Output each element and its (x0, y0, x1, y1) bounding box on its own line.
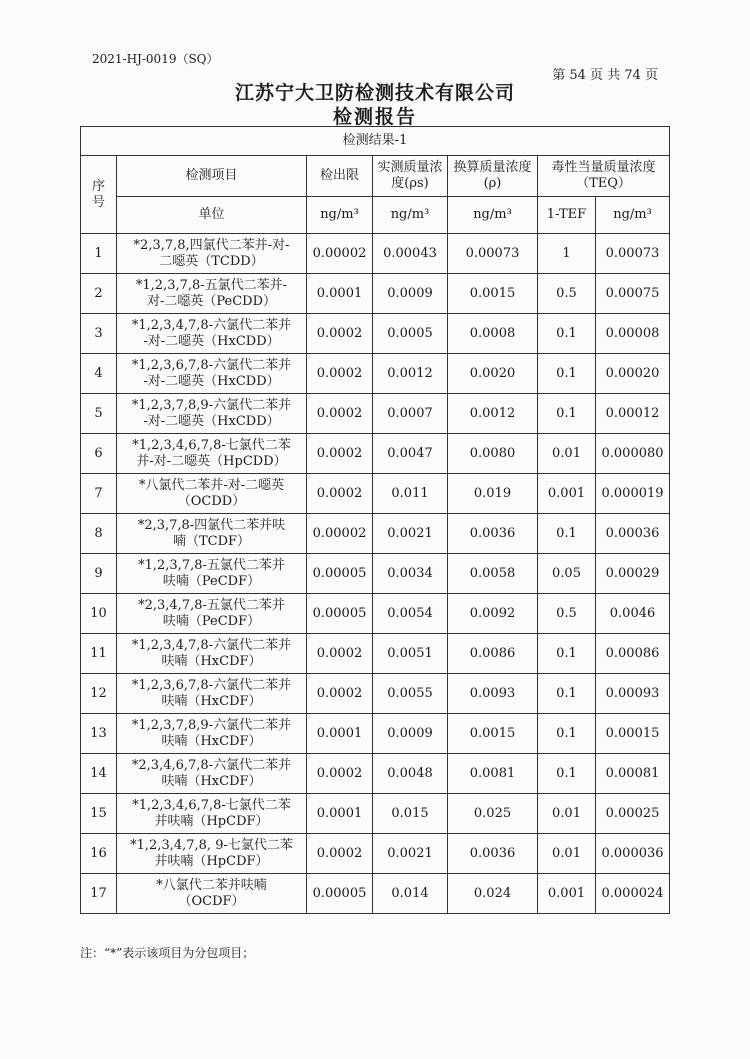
header-detection-limit: 检出限 (307, 156, 373, 197)
row-number: 3 (81, 314, 117, 354)
row-converted: 0.0036 (448, 834, 538, 874)
item-name-line: *八氯代二苯并-对-二噁英 (138, 477, 285, 493)
item-name-line: *2,3,7,8-四氯代二苯并呋 (137, 517, 286, 533)
table-row (81, 554, 670, 594)
row-detection-limit: 0.0002 (307, 674, 373, 714)
row-tef: 0.05 (538, 554, 596, 594)
row-teq: 0.00025 (596, 794, 670, 834)
row-teq: 0.000036 (596, 834, 670, 874)
item-name-line: 呋喃（HxCDF） (161, 653, 262, 669)
table-row (81, 234, 670, 274)
row-measured: 0.0007 (373, 394, 448, 434)
row-number: 17 (81, 874, 117, 914)
row-number: 15 (81, 794, 117, 834)
row-item (117, 354, 307, 394)
header-converted: 换算质量浓度(ρ) (448, 156, 538, 197)
row-detection-limit: 0.0001 (307, 794, 373, 834)
table-row (81, 794, 670, 834)
row-tef: 0.5 (538, 594, 596, 634)
row-teq: 0.000024 (596, 874, 670, 914)
row-tef: 0.1 (538, 394, 596, 434)
row-detection-limit: 0.00005 (307, 554, 373, 594)
row-teq: 0.00086 (596, 634, 670, 674)
company-name: 江苏宁大卫防检测技术有限公司 (234, 82, 515, 104)
row-tef: 0.001 (538, 474, 596, 514)
header-seq: 序号 (81, 156, 117, 234)
row-item (117, 474, 307, 514)
table-row (81, 754, 670, 794)
table-row (81, 634, 670, 674)
row-number: 10 (81, 594, 117, 634)
row-tef: 0.01 (538, 434, 596, 474)
row-tef: 0.1 (538, 314, 596, 354)
row-item (117, 434, 307, 474)
row-teq: 0.00075 (596, 274, 670, 314)
row-teq: 0.0046 (596, 594, 670, 634)
item-name-line: *1,2,3,4,7,8-六氯代二苯并 (131, 637, 292, 653)
item-name-line: -对-二噁英（HxCDD） (143, 373, 280, 389)
row-item (117, 274, 307, 314)
unit-converted: ng/m³ (448, 197, 538, 234)
item-name-line: （OCDD） (177, 493, 246, 509)
row-detection-limit: 0.0001 (307, 274, 373, 314)
item-name-line: 并呋喃（HpCDF） (154, 853, 269, 869)
row-detection-limit: 0.0002 (307, 474, 373, 514)
row-teq: 0.00012 (596, 394, 670, 434)
table-row (81, 874, 670, 914)
footnote: 注：“*”表示该项目为分包项目； (80, 946, 255, 960)
row-item (117, 594, 307, 634)
row-detection-limit: 0.0002 (307, 394, 373, 434)
row-measured: 0.014 (373, 874, 448, 914)
item-name-line: *1,2,3,6,7,8-六氯代二苯并 (131, 677, 292, 693)
row-item (117, 714, 307, 754)
row-detection-limit: 0.0002 (307, 634, 373, 674)
item-name-line: *1,2,3,4,6,7,8-七氯代二苯 (132, 797, 291, 813)
row-measured: 0.00043 (373, 234, 448, 274)
row-converted: 0.0015 (448, 714, 538, 754)
row-number: 14 (81, 754, 117, 794)
row-converted: 0.0012 (448, 394, 538, 434)
row-number: 5 (81, 394, 117, 434)
table-row (81, 354, 670, 394)
header-measured: 实测质量浓度(ρs) (373, 156, 448, 197)
table-row (81, 514, 670, 554)
header-teq: 毒性当量质量浓度（TEQ） (538, 156, 670, 197)
row-teq: 0.00008 (596, 314, 670, 354)
row-item (117, 514, 307, 554)
table-caption: 检测结果-1 (81, 127, 670, 156)
row-converted: 0.0058 (448, 554, 538, 594)
item-name-line: 呋喃（PeCDF） (162, 613, 261, 629)
table-row (81, 394, 670, 434)
row-teq: 0.00015 (596, 714, 670, 754)
table-row (81, 434, 670, 474)
row-measured: 0.015 (373, 794, 448, 834)
row-converted: 0.0092 (448, 594, 538, 634)
row-tef: 1 (538, 234, 596, 274)
table-row (81, 594, 670, 634)
row-teq: 0.00081 (596, 754, 670, 794)
row-item (117, 634, 307, 674)
row-tef: 0.1 (538, 674, 596, 714)
item-name-line: 二噁英（TCDD） (159, 253, 264, 269)
row-number: 4 (81, 354, 117, 394)
row-detection-limit: 0.0001 (307, 714, 373, 754)
row-teq: 0.00093 (596, 674, 670, 714)
item-name-line: （OCDF） (178, 893, 245, 909)
row-measured: 0.0021 (373, 514, 448, 554)
item-name-line: 对-二噁英（PeCDD） (146, 293, 277, 309)
item-name-line: *1,2,3,4,7,8, 9-七氯代二苯 (130, 837, 293, 853)
document-code: 2021-HJ-0019（SQ） (92, 52, 219, 66)
row-detection-limit: 0.0002 (307, 834, 373, 874)
item-name-line: 并呋喃（HpCDF） (154, 813, 269, 829)
row-number: 12 (81, 674, 117, 714)
header-item: 检测项目 (117, 156, 307, 197)
row-teq: 0.00073 (596, 234, 670, 274)
item-name-line: 呋喃（HxCDF） (161, 733, 262, 749)
table-row (81, 314, 670, 354)
results-table (80, 126, 670, 914)
row-measured: 0.0009 (373, 274, 448, 314)
row-detection-limit: 0.0002 (307, 434, 373, 474)
row-converted: 0.00073 (448, 234, 538, 274)
row-measured: 0.0009 (373, 714, 448, 754)
row-item (117, 754, 307, 794)
row-measured: 0.0048 (373, 754, 448, 794)
row-converted: 0.0036 (448, 514, 538, 554)
row-tef: 0.1 (538, 514, 596, 554)
row-number: 13 (81, 714, 117, 754)
item-name-line: *八氯代二苯并呋喃 (156, 877, 267, 893)
report-title: 检测报告 (332, 106, 417, 128)
unit-tef: 1-TEF (538, 197, 596, 234)
row-number: 9 (81, 554, 117, 594)
row-measured: 0.0034 (373, 554, 448, 594)
item-name-line: *2,3,4,7,8-五氯代二苯并 (138, 597, 285, 613)
row-measured: 0.0051 (373, 634, 448, 674)
table-row (81, 274, 670, 314)
row-converted: 0.024 (448, 874, 538, 914)
item-name-line: 喃（TCDF） (172, 533, 251, 549)
row-tef: 0.1 (538, 354, 596, 394)
row-number: 2 (81, 274, 117, 314)
row-item (117, 554, 307, 594)
item-name-line: *1,2,3,7,8-五氯代二苯并- (135, 277, 288, 293)
row-number: 11 (81, 634, 117, 674)
row-converted: 0.0008 (448, 314, 538, 354)
row-detection-limit: 0.0002 (307, 354, 373, 394)
row-number: 16 (81, 834, 117, 874)
item-name-line: *1,2,3,4,7,8-六氯代二苯并 (131, 317, 292, 333)
row-teq: 0.00020 (596, 354, 670, 394)
table-row (81, 474, 670, 514)
item-name-line: *1,2,3,7,8-五氯代二苯并 (138, 557, 285, 573)
row-tef: 0.1 (538, 634, 596, 674)
row-tef: 0.001 (538, 874, 596, 914)
header-unit-label: 单位 (117, 197, 307, 234)
item-name-line: 呋喃（HxCDF） (161, 693, 262, 709)
item-name-line: 呋喃（HxCDF） (161, 773, 262, 789)
row-converted: 0.0020 (448, 354, 538, 394)
row-number: 6 (81, 434, 117, 474)
table-row (81, 674, 670, 714)
item-name-line: *1,2,3,6,7,8-六氯代二苯并 (131, 357, 292, 373)
unit-teq: ng/m³ (596, 197, 670, 234)
row-converted: 0.025 (448, 794, 538, 834)
row-teq: 0.00036 (596, 514, 670, 554)
row-converted: 0.0081 (448, 754, 538, 794)
page-number: 第 54 页 共 74 页 (552, 68, 658, 83)
row-tef: 0.1 (538, 754, 596, 794)
item-name-line: *2,3,7,8,四氯代二苯并-对- (133, 237, 290, 253)
row-item (117, 234, 307, 274)
item-name-line: -对-二噁英（HxCDD） (143, 413, 280, 429)
row-item (117, 394, 307, 434)
row-measured: 0.0012 (373, 354, 448, 394)
unit-measured: ng/m³ (373, 197, 448, 234)
row-teq: 0.000019 (596, 474, 670, 514)
row-item (117, 674, 307, 714)
row-number: 7 (81, 474, 117, 514)
row-measured: 0.0021 (373, 834, 448, 874)
item-name-line: *1,2,3,4,6,7,8-七氯代二苯 (132, 437, 291, 453)
row-detection-limit: 0.00005 (307, 594, 373, 634)
item-name-line: -对-二噁英（HxCDD） (143, 333, 280, 349)
row-tef: 0.1 (538, 714, 596, 754)
row-converted: 0.0080 (448, 434, 538, 474)
row-tef: 0.01 (538, 794, 596, 834)
row-converted: 0.0086 (448, 634, 538, 674)
row-measured: 0.0055 (373, 674, 448, 714)
table-row (81, 834, 670, 874)
row-teq: 0.00029 (596, 554, 670, 594)
row-measured: 0.011 (373, 474, 448, 514)
row-item (117, 794, 307, 834)
row-item (117, 834, 307, 874)
row-item (117, 874, 307, 914)
table-row (81, 714, 670, 754)
row-number: 1 (81, 234, 117, 274)
item-name-line: 并-对-二噁英（HpCDD） (136, 453, 287, 469)
row-tef: 0.01 (538, 834, 596, 874)
row-detection-limit: 0.00005 (307, 874, 373, 914)
item-name-line: *1,2,3,7,8,9-六氯代二苯并 (131, 717, 292, 733)
row-detection-limit: 0.0002 (307, 754, 373, 794)
row-tef: 0.5 (538, 274, 596, 314)
row-detection-limit: 0.00002 (307, 234, 373, 274)
item-name-line: *1,2,3,7,8,9-六氯代二苯并 (131, 397, 292, 413)
item-name-line: *2,3,4,6,7,8-六氯代二苯并 (131, 757, 292, 773)
row-detection-limit: 0.0002 (307, 314, 373, 354)
row-converted: 0.0093 (448, 674, 538, 714)
row-converted: 0.0015 (448, 274, 538, 314)
row-number: 8 (81, 514, 117, 554)
unit-detection-limit: ng/m³ (307, 197, 373, 234)
row-measured: 0.0047 (373, 434, 448, 474)
row-measured: 0.0054 (373, 594, 448, 634)
row-converted: 0.019 (448, 474, 538, 514)
row-teq: 0.000080 (596, 434, 670, 474)
row-measured: 0.0005 (373, 314, 448, 354)
row-detection-limit: 0.00002 (307, 514, 373, 554)
row-item (117, 314, 307, 354)
item-name-line: 呋喃（PeCDF） (162, 573, 261, 589)
